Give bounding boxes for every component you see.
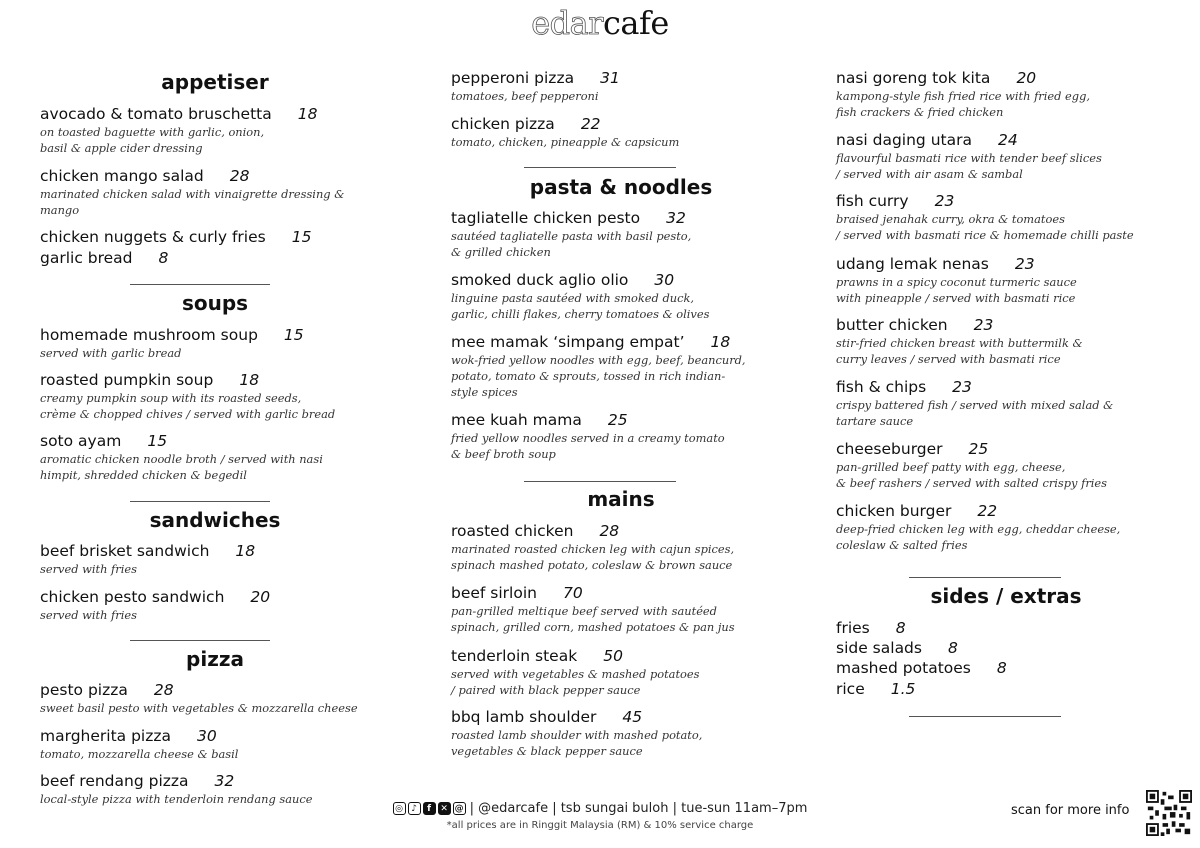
item-name: smoked duck aglio olio [451, 271, 629, 289]
section-title-pasta-noodles: pasta & noodles [529, 175, 713, 199]
threads-icon[interactable]: @ [454, 803, 464, 814]
section-title-appetiser: appetiser [161, 70, 269, 94]
item-price: 31 [600, 69, 620, 87]
item-description: on toasted baguette with garlic, onion, [40, 125, 265, 139]
section-divider [524, 167, 676, 168]
item-description: local-style pizza with tenderloin rendang sauce [40, 792, 313, 806]
social-icons [393, 802, 466, 815]
item-price: 23 [952, 378, 972, 396]
item-description: linguine pasta sautéed with smoked duck, [451, 291, 694, 305]
item-description: prawns in a spicy coconut turmeric sauce [836, 275, 1077, 289]
menu-item [836, 377, 1176, 429]
qr-code-icon[interactable] [1146, 790, 1192, 836]
item-name: cheeseburger [836, 440, 943, 458]
item-description: & beef rashers / served with salted crispy fries [836, 476, 1108, 490]
menu-item [836, 191, 1176, 243]
item-name: garlic bread [40, 249, 133, 267]
item-description: marinated roasted chicken leg with cajun spices, [451, 542, 735, 556]
item-description: basil & apple cider dressing [40, 141, 203, 155]
menu-item [836, 130, 1176, 182]
item-price: 28 [599, 522, 620, 540]
menu-item [836, 68, 1176, 120]
section-title-sides-extras: sides / extras [930, 584, 1082, 608]
item-price: 28 [153, 681, 174, 699]
item-price: 23 [934, 192, 955, 210]
item-name: chicken nuggets & curly fries [40, 228, 266, 246]
item-name: homemade mushroom soup [40, 326, 258, 344]
item-price: 23 [1014, 255, 1035, 273]
menu-item [836, 658, 1176, 678]
item-name: roasted chicken [451, 522, 574, 540]
instagram-icon[interactable]: ◎ [393, 802, 406, 815]
section-divider [130, 284, 270, 285]
item-description: & grilled chicken [451, 245, 551, 259]
item-name: avocado & tomato bruschetta [40, 105, 272, 123]
menu-item [451, 707, 791, 759]
item-name: bbq lamb shoulder [451, 708, 597, 726]
item-name: beef rendang pizza [40, 772, 189, 790]
item-description: with pineapple / served with basmati rice [836, 291, 1076, 305]
menu-item [836, 679, 1176, 699]
section-divider [524, 481, 676, 482]
item-description: sautéed tagliatelle pasta with basil pesto, [451, 229, 692, 243]
item-price: 18 [239, 371, 260, 389]
item-description: served with garlic bread [40, 346, 182, 360]
item-name: roasted pumpkin soup [40, 371, 214, 389]
menu-item [40, 248, 390, 268]
menu-item [451, 68, 791, 104]
item-price: 20 [1016, 69, 1037, 87]
item-name: nasi daging utara [836, 131, 972, 149]
menu-item [451, 332, 791, 400]
item-description: roasted lamb shoulder with mashed potato, [451, 728, 703, 742]
item-description: vegetables & black pepper sauce [451, 744, 643, 758]
item-price: 15 [147, 432, 168, 450]
item-price: 70 [562, 584, 583, 602]
item-description: spinach mashed potato, coleslaw & brown sauce [451, 558, 733, 572]
item-description: marinated chicken salad with vinaigrette dressing & [40, 187, 345, 201]
item-name: chicken burger [836, 502, 952, 520]
item-description: tomatoes, beef pepperoni [451, 89, 599, 103]
item-description: pan-grilled beef patty with egg, cheese, [836, 460, 1066, 474]
item-price: 8 [158, 249, 169, 267]
section-title-sandwiches: sandwiches [149, 508, 281, 532]
menu-item [836, 315, 1176, 367]
item-price: 20 [250, 588, 271, 606]
item-name: mee kuah mama [451, 411, 582, 429]
item-price: 24 [997, 131, 1018, 149]
section-title-soups: soups [181, 291, 249, 315]
item-name: beef sirloin [451, 584, 537, 602]
item-description: deep-fried chicken leg with egg, cheddar cheese, [836, 522, 1121, 536]
section-title-mains: mains [587, 487, 655, 511]
item-description: flavourful basmati rice with tender beef slices [836, 151, 1102, 165]
item-description: tartare sauce [836, 414, 914, 428]
item-description: coleslaw & salted fries [836, 538, 968, 552]
item-description: crème & chopped chives / served with garlic bread [40, 407, 336, 421]
item-price: 8 [947, 639, 958, 657]
item-description: / paired with black pepper sauce [451, 683, 641, 697]
item-description: style spices [451, 385, 518, 399]
item-name: fries [836, 619, 870, 637]
item-description: garlic, chilli flakes, cherry tomatoes & olives [451, 307, 710, 321]
item-price: 25 [968, 440, 989, 458]
item-name: beef brisket sandwich [40, 542, 210, 560]
menu-item [836, 439, 1176, 491]
item-price: 28 [229, 167, 250, 185]
menu-item [40, 431, 390, 483]
item-name: pepperoni pizza [451, 69, 575, 87]
item-description: / served with basmati rice & homemade chilli paste [836, 228, 1134, 242]
item-description: served with fries [40, 562, 137, 576]
item-name: mee mamak ‘simpang empat’ [451, 333, 685, 351]
menu-item [836, 254, 1176, 306]
item-name: udang lemak nenas [836, 255, 989, 273]
section-divider [909, 577, 1061, 578]
menu-item [40, 680, 390, 716]
item-description: served with vegetables & mashed potatoes [451, 667, 700, 681]
menu-item [40, 166, 390, 218]
section-divider [130, 640, 270, 641]
item-name: margherita pizza [40, 727, 171, 745]
item-description: creamy pumpkin soup with its roasted seeds, [40, 391, 302, 405]
item-description: crispy battered fish / served with mixed salad & [836, 398, 1114, 412]
footer-info: | @edarcafe | tsb sungai buloh | tue-sun 11am–7pm [469, 801, 808, 816]
item-price: 18 [710, 333, 731, 351]
item-price: 1.5 [890, 680, 916, 698]
menu-item [451, 521, 791, 573]
item-name: nasi goreng tok kita [836, 69, 991, 87]
item-description: curry leaves / served with basmati rice [836, 352, 1061, 366]
section-divider [909, 716, 1061, 717]
item-name: fish curry [836, 192, 909, 210]
item-price: 22 [580, 115, 601, 133]
menu-item [40, 325, 390, 361]
menu-item [451, 583, 791, 635]
menu-item [40, 370, 390, 422]
item-price: 30 [197, 727, 217, 745]
item-name: chicken pesto sandwich [40, 588, 225, 606]
item-description: spinach, grilled corn, mashed potatoes & pan jus [451, 620, 735, 634]
brand-part1: edar [531, 4, 603, 42]
item-price: 15 [291, 228, 312, 246]
item-name: tenderloin steak [451, 647, 578, 665]
item-name: chicken pizza [451, 115, 555, 133]
menu-item [40, 227, 390, 247]
menu-item [40, 104, 390, 156]
item-description: mango [40, 203, 80, 217]
item-price: 8 [895, 619, 906, 637]
menu-item [40, 541, 390, 577]
menu-item [836, 618, 1176, 638]
menu-item [451, 646, 791, 698]
item-description: fried yellow noodles served in a creamy tomato [451, 431, 725, 445]
item-description: himpit, shredded chicken & begedil [40, 468, 247, 482]
menu-item [451, 208, 791, 260]
menu-item [836, 501, 1176, 553]
brand-logo [0, 4, 1200, 42]
item-price: 45 [622, 708, 643, 726]
item-description: kampong-style fish fried rice with fried egg, [836, 89, 1090, 103]
item-description: braised jenahak curry, okra & tomatoes [836, 212, 1065, 226]
item-description: pan-grilled meltique beef served with sautéed [451, 604, 717, 618]
item-name: chicken mango salad [40, 167, 204, 185]
item-price: 22 [977, 502, 998, 520]
item-description: & beef broth soup [451, 447, 556, 461]
item-description: tomato, mozzarella cheese & basil [40, 747, 239, 761]
menu-item [451, 410, 791, 462]
section-divider [130, 501, 270, 502]
tiktok-icon[interactable]: ♪ [408, 802, 421, 815]
item-description: / served with air asam & sambal [836, 167, 1023, 181]
item-name: fish & chips [836, 378, 927, 396]
item-name: rice [836, 680, 865, 698]
item-description: tomato, chicken, pineapple & capsicum [451, 135, 680, 149]
item-price: 32 [666, 209, 686, 227]
menu-item [451, 114, 791, 150]
item-price: 50 [603, 647, 623, 665]
section-title-pizza: pizza [186, 647, 244, 671]
item-price: 32 [214, 772, 235, 790]
menu-item [40, 726, 390, 762]
item-description: served with fries [40, 608, 137, 622]
item-price: 18 [235, 542, 256, 560]
facebook-icon[interactable]: f [423, 802, 436, 815]
item-name: pesto pizza [40, 681, 128, 699]
item-price: 25 [607, 411, 628, 429]
item-description: potato, tomato & sprouts, tossed in rich indian- [451, 369, 726, 383]
item-price: 8 [996, 659, 1007, 677]
item-price: 23 [973, 316, 994, 334]
item-description: stir-fried chicken breast with buttermilk & [836, 336, 1083, 350]
item-description: fish crackers & fried chicken [836, 105, 1004, 119]
x-icon[interactable]: ✕ [438, 802, 451, 815]
price-note: *all prices are in Ringgit Malaysia (RM) & 10% service charge [446, 820, 754, 831]
item-name: soto ayam [40, 432, 122, 450]
item-description: wok-fried yellow noodles with egg, beef, beancurd, [451, 353, 746, 367]
item-name: mashed potatoes [836, 659, 971, 677]
menu-item [836, 638, 1176, 658]
menu-item [40, 587, 390, 623]
item-description: aromatic chicken noodle broth / served with nasi [40, 452, 323, 466]
item-price: 15 [283, 326, 304, 344]
scan-label: scan for more info [1011, 803, 1130, 818]
menu-item [451, 270, 791, 322]
item-name: tagliatelle chicken pesto [451, 209, 641, 227]
item-name: butter chicken [836, 316, 948, 334]
item-price: 18 [297, 105, 318, 123]
item-description: sweet basil pesto with vegetables & mozzarella cheese [40, 701, 358, 715]
item-name: side salads [836, 639, 922, 657]
item-price: 30 [654, 271, 675, 289]
brand-part2: cafe [603, 4, 669, 42]
